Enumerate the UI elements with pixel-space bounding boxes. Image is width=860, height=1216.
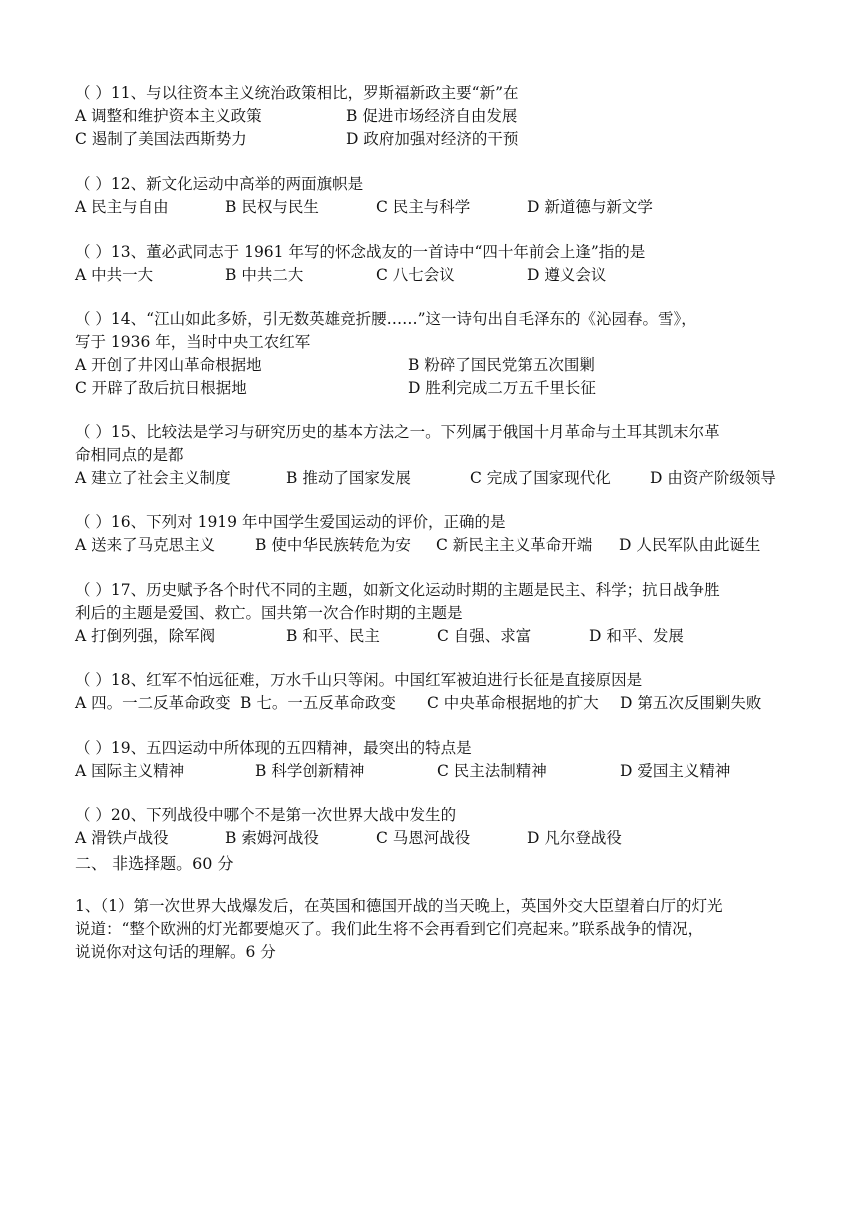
question-14 (75, 308, 805, 400)
option-row (75, 128, 805, 151)
option-d: D 人民军队由此诞生 (619, 536, 761, 554)
option-d: D 凡尔登战役 (527, 829, 622, 847)
option-c: C 遏制了美国法西斯势力 (75, 130, 247, 148)
option-c: C 八七会议 (376, 266, 455, 284)
option-c: C 自强、求富 (437, 627, 532, 645)
option-a: A 打倒列强，除军阀 (75, 627, 216, 645)
option-b: B 粉碎了国民党第五次围剿 (408, 356, 595, 374)
option-a: A 建立了社会主义制度 (75, 469, 231, 487)
option-d: D 政府加强对经济的干预 (346, 130, 519, 148)
option-a: A 调整和维护资本主义政策 (75, 107, 262, 125)
option-b: B 促进市场经济自由发展 (346, 107, 518, 125)
option-row (75, 827, 805, 850)
option-b: B 中共二大 (225, 266, 304, 284)
option-row (75, 377, 805, 400)
question-stem-continued: 写于 1936 年，当时中央工农红军 (75, 333, 311, 351)
question-stem: （ ）16、下列对 1919 年中国学生爱国运动的评价，正确的是 (75, 513, 506, 531)
option-c: C 马恩河战役 (376, 829, 471, 847)
option-c: C 民主法制精神 (437, 762, 547, 780)
question-stem: （ ）18、红军不怕远征难，万水千山只等闲。中国红军被迫进行长征是直接原因是 (75, 671, 643, 689)
option-c: C 中央革命根据地的扩大 (427, 694, 599, 712)
essay-question (75, 895, 800, 964)
question-16 (75, 511, 805, 557)
question-stem: （ ）14、“江山如此多娇，引无数英雄竞折腰……”这一诗句出自毛泽东的《沁园春。雪》， (75, 310, 697, 328)
question-17 (75, 579, 805, 648)
essay-line: 1、（1）第一次世界大战爆发后，在英国和德国开战的当天晚上，英国外交大臣望着白厅的灯光 (75, 897, 723, 915)
question-20 (75, 804, 805, 850)
option-b: B 七。一五反革命政变 (240, 694, 396, 712)
option-row (75, 354, 805, 377)
question-stem-continued: 利后的主题是爱国、救亡。国共第一次合作时期的主题是 (75, 604, 463, 622)
question-stem: （ ）13、董必武同志于 1961 年写的怀念战友的一首诗中“四十年前会上逢”指的是 (75, 243, 646, 261)
question-11 (75, 82, 805, 151)
option-b: B 使中华民族转危为安 (255, 536, 411, 554)
option-b: B 索姆河战役 (225, 829, 319, 847)
option-row (75, 625, 805, 648)
option-b: B 推动了国家发展 (286, 469, 411, 487)
question-stem: （ ）20、下列战役中哪个不是第一次世界大战中发生的 (75, 806, 457, 824)
option-d: D 新道德与新文学 (527, 198, 653, 216)
essay-line: 说道：“整个欧洲的灯光都要熄灭了。我们此生将不会再看到它们亮起来。”联系战争的情况， (75, 920, 704, 938)
option-a: A 国际主义精神 (75, 762, 185, 780)
option-row (75, 692, 805, 715)
option-row (75, 264, 805, 287)
option-c: C 完成了国家现代化 (470, 469, 611, 487)
option-c: C 新民主主义革命开端 (436, 536, 593, 554)
question-stem: （ ）19、五四运动中所体现的五四精神，最突出的特点是 (75, 739, 472, 757)
option-b: B 民权与民生 (225, 198, 319, 216)
section-heading: 二、 非选择题。60 分 (75, 854, 234, 873)
essay-line: 说说你对这句话的理解。6 分 (75, 943, 276, 961)
option-d: D 胜利完成二万五千里长征 (408, 379, 596, 397)
question-stem-continued: 命相同点的是都 (75, 446, 184, 464)
question-stem: （ ）15、比较法是学习与研究历史的基本方法之一。下列属于俄国十月革命与土耳其凯末尔革 (75, 423, 720, 441)
option-c: C 开辟了敌后抗日根据地 (75, 379, 247, 397)
option-row (75, 534, 805, 557)
option-a: A 四。一二反革命政变 (75, 694, 231, 712)
question-stem: （ ）11、与以往资本主义统治政策相比，罗斯福新政主要“新”在 (75, 84, 519, 102)
option-d: D 爱国主义精神 (620, 762, 731, 780)
question-15 (75, 421, 805, 490)
question-19 (75, 737, 805, 783)
option-d: D 遵义会议 (527, 266, 607, 284)
option-a: A 民主与自由 (75, 198, 169, 216)
option-d: D 由资产阶级领导 (650, 469, 776, 487)
option-b: B 科学创新精神 (255, 762, 365, 780)
option-c: C 民主与科学 (376, 198, 471, 216)
option-a: A 滑铁卢战役 (75, 829, 169, 847)
option-a: A 中共一大 (75, 266, 154, 284)
question-stem: （ ）12、新文化运动中高举的两面旗帜是 (75, 175, 364, 193)
question-12 (75, 173, 805, 219)
option-row (75, 196, 805, 219)
question-18 (75, 669, 805, 715)
option-a: A 送来了马克思主义 (75, 536, 216, 554)
question-stem: （ ）17、历史赋予各个时代不同的主题，如新文化运动时期的主题是民主、科学；抗日战争胜 (75, 581, 720, 599)
option-row (75, 760, 805, 783)
option-row (75, 105, 805, 128)
option-a: A 开创了井冈山革命根据地 (75, 356, 262, 374)
option-d: D 和平、发展 (589, 627, 684, 645)
option-b: B 和平、民主 (286, 627, 380, 645)
question-13 (75, 241, 805, 287)
option-row (75, 467, 805, 490)
option-d: D 第五次反围剿失败 (620, 694, 762, 712)
